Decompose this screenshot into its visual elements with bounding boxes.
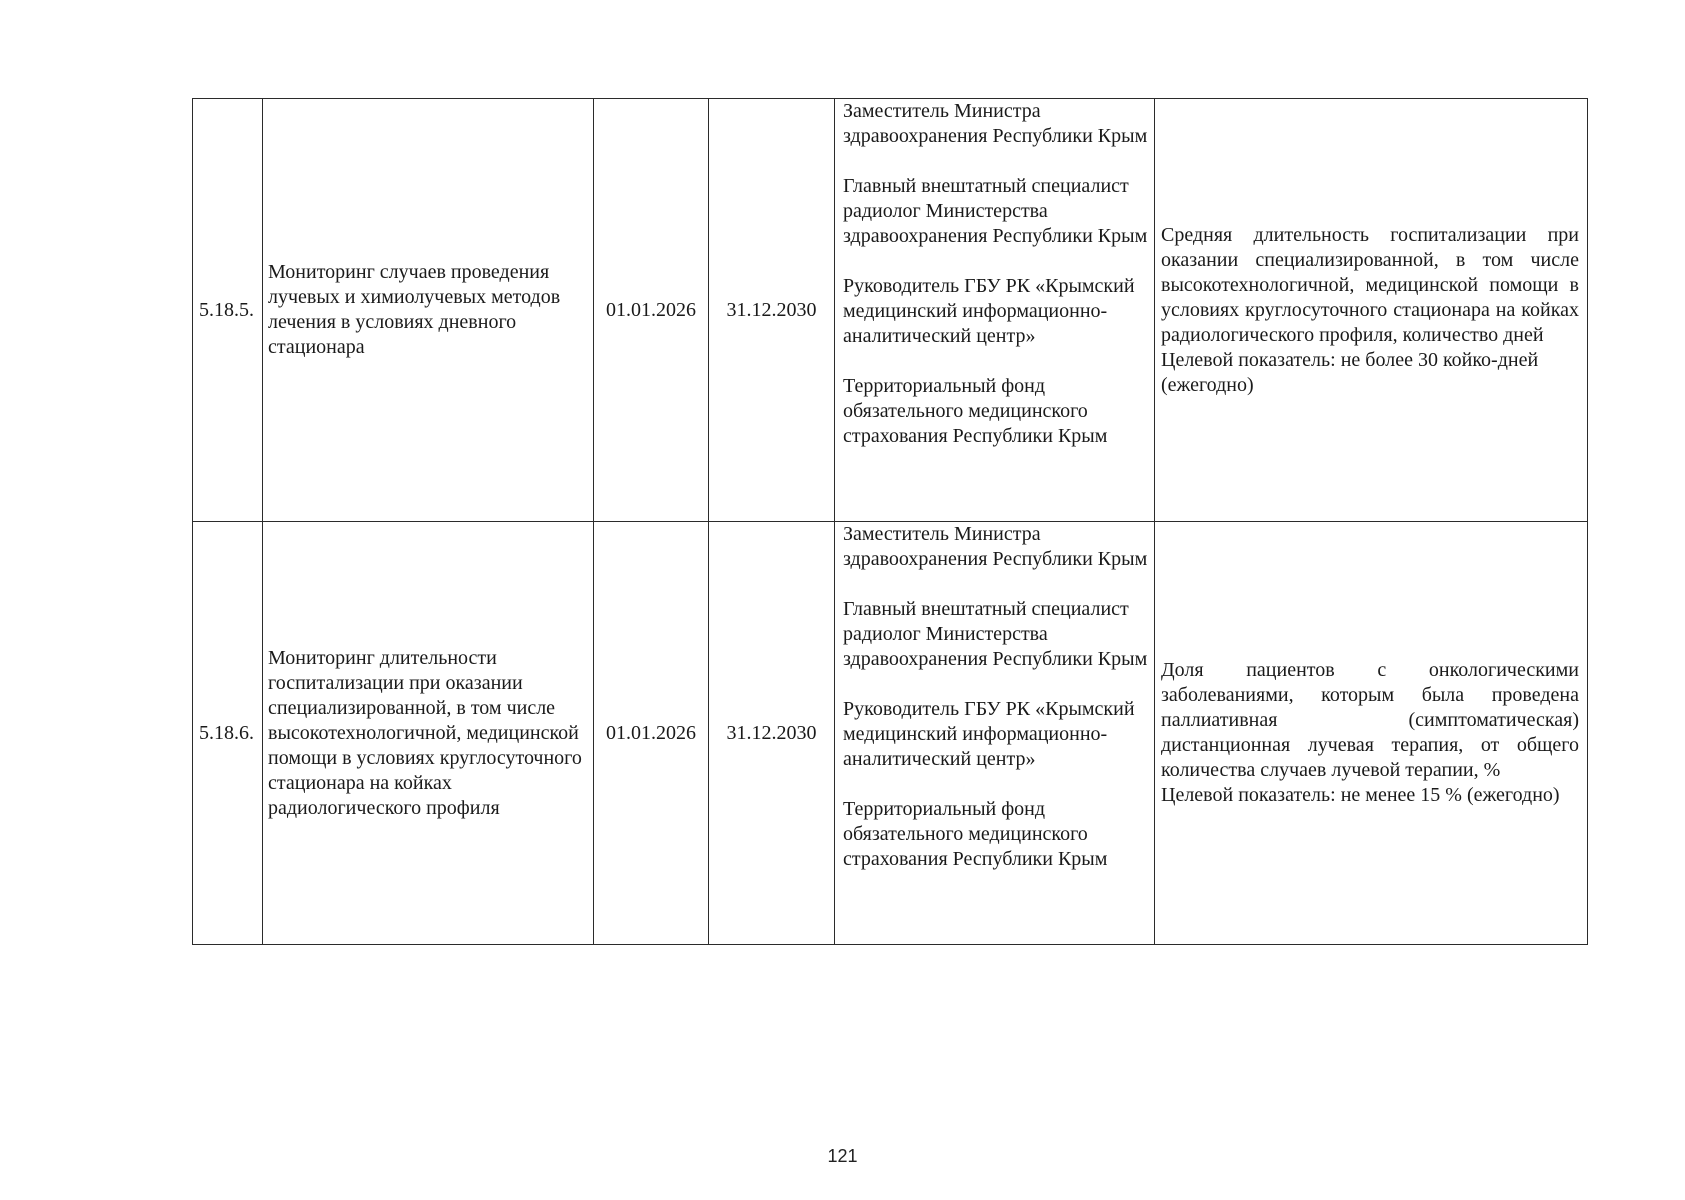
responsible-cell	[835, 522, 1155, 945]
indicator-cell	[1155, 99, 1588, 522]
responsible-item: Главный внештатный специалист радиолог Министерства здравоохранения Республики Крым	[843, 175, 1148, 247]
activity-name: Мониторинг длительности госпитализации при оказании специализированной, в том числе высокотехнологичной, медицинской помощи в условиях круглосуточного стационара на койках радиологического профиля	[263, 522, 594, 945]
indicator-cell	[1155, 522, 1588, 945]
responsible-item: Заместитель Министра здравоохранения Республики Крым	[843, 100, 1148, 147]
responsible-item: Заместитель Министра здравоохранения Республики Крым	[843, 523, 1148, 570]
target-indicator: Целевой показатель: не более 30 койко-дней (ежегодно)	[1161, 348, 1539, 396]
target-indicator: Целевой показатель: не менее 15 % (ежегодно)	[1161, 784, 1560, 806]
end-date: 31.12.2030	[709, 99, 835, 522]
responsible-item: Территориальный фонд обязательного медицинского страхования Республики Крым	[843, 375, 1108, 447]
indicator-text: Доля пациентов с онкологическими заболеваниями, которым была проведена паллиативная (симптоматическая) дистанционная лучевая терапия, от общего количества случаев лучевой терапии, %	[1161, 659, 1579, 781]
responsible-cell	[835, 99, 1155, 522]
responsible-item: Территориальный фонд обязательного медицинского страхования Республики Крым	[843, 798, 1108, 870]
responsible-item: Руководитель ГБУ РК «Крымский медицинский информационно-аналитический центр»	[843, 698, 1135, 770]
table-row	[193, 522, 1588, 945]
table-row	[193, 99, 1588, 522]
responsible-item: Руководитель ГБУ РК «Крымский медицинский информационно-аналитический центр»	[843, 275, 1135, 347]
indicator-text: Средняя длительность госпитализации при оказании специализированной, в том числе высокотехнологичной, медицинской помощи в условиях круглосуточного стационара на койках радиологического профиля, количество дней	[1161, 223, 1579, 346]
page-number: 121	[827, 1146, 858, 1166]
plan-table	[192, 98, 1588, 945]
activity-name: Мониторинг случаев проведения лучевых и химиолучевых методов лечения в условиях дневного стационара	[263, 99, 594, 522]
responsible-item: Главный внештатный специалист радиолог Министерства здравоохранения Республики Крым	[843, 598, 1148, 670]
row-number: 5.18.6.	[193, 522, 263, 945]
row-number: 5.18.5.	[193, 99, 263, 522]
start-date: 01.01.2026	[594, 99, 709, 522]
end-date: 31.12.2030	[709, 522, 835, 945]
start-date: 01.01.2026	[594, 522, 709, 945]
